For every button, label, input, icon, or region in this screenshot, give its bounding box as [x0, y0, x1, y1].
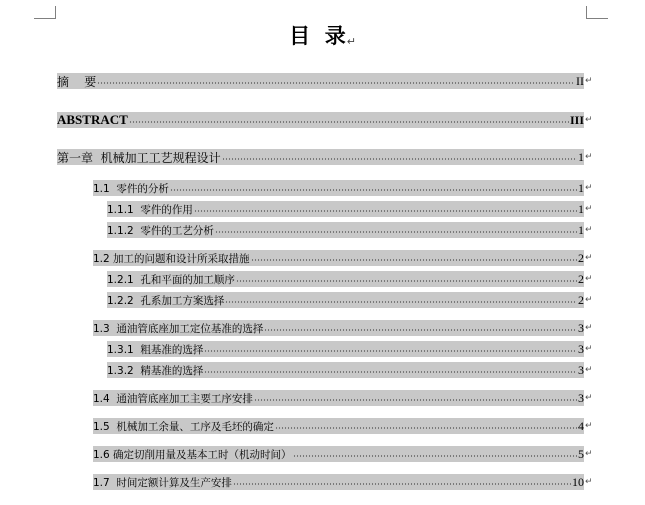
toc-entry-1-7[interactable] — [93, 474, 584, 490]
toc-leader — [222, 158, 577, 160]
paragraph-mark-icon: ↵ — [585, 323, 593, 333]
paragraph-mark-icon: ↵ — [585, 365, 593, 375]
crop-mark-top-right-v — [586, 6, 587, 19]
toc-leader — [225, 301, 577, 303]
toc-entry-1-2[interactable] — [93, 250, 584, 266]
paragraph-mark-icon: ↵ — [585, 344, 593, 354]
toc-page: 5 — [578, 446, 584, 461]
toc-page: 4 — [578, 418, 584, 433]
paragraph-mark-icon: ↵ — [585, 76, 593, 86]
toc-leader — [204, 371, 577, 373]
toc-entry-1-3[interactable] — [93, 320, 584, 336]
toc-leader — [170, 189, 577, 191]
toc-entry-1-1-2[interactable] — [107, 222, 584, 238]
toc-label: ABSTRACT — [57, 112, 128, 127]
toc-label: 第一章 机械加工工艺规程设计 — [57, 150, 221, 165]
toc-page: 1 — [578, 201, 584, 216]
crop-mark-top-left-h — [34, 18, 56, 19]
toc-leader — [129, 121, 569, 123]
toc-label: 1.3 通油管底座加工定位基准的选择 — [93, 322, 264, 335]
toc-leader — [204, 350, 577, 352]
toc-entry-chapter-1[interactable] — [57, 149, 584, 165]
toc-entry-1-6[interactable] — [93, 446, 584, 462]
paragraph-mark-icon: ↵ — [585, 204, 593, 214]
toc-page: II — [576, 73, 584, 88]
toc-entry-abstract-cn[interactable] — [57, 73, 584, 89]
toc-page: 3 — [578, 362, 584, 377]
toc-leader — [215, 231, 577, 233]
paragraph-mark-icon: ↵ — [585, 421, 593, 431]
toc-label: 1.2.1 孔和平面的加工顺序 — [107, 273, 235, 286]
toc-label: 1.3.2 精基准的选择 — [107, 364, 204, 377]
toc-leader — [97, 82, 575, 84]
paragraph-mark-icon: ↵ — [585, 393, 593, 403]
toc-entry-1-2-2[interactable] — [107, 292, 584, 308]
toc-label: 1.1 零件的分析 — [93, 182, 169, 195]
toc-leader — [194, 210, 577, 212]
toc-entry-1-5[interactable] — [93, 418, 584, 434]
toc-entry-1-1[interactable] — [93, 180, 584, 196]
toc-label: 1.1.1 零件的作用 — [107, 203, 193, 216]
toc-label: 1.5 机械加工余量、工序及毛坯的确定 — [93, 420, 274, 433]
crop-mark-top-right-h — [586, 18, 608, 19]
toc-label: 1.2 加工的问题和设计所采取措施 — [93, 252, 250, 265]
toc-page: 1 — [578, 149, 584, 164]
paragraph-mark-icon: ↵ — [585, 225, 593, 235]
page-title — [0, 20, 645, 50]
toc-label: 1.6 确定切削用量及基本工时（机动时间） — [93, 448, 292, 461]
paragraph-mark-icon: ↵ — [585, 477, 593, 487]
toc-page: III — [569, 112, 584, 127]
toc-entry-abstract-en[interactable] — [57, 112, 584, 128]
paragraph-mark-icon: ↵ — [585, 295, 593, 305]
page-title-text: 目 录 — [289, 24, 346, 48]
toc-page: 10 — [572, 474, 584, 489]
toc-entry-1-4[interactable] — [93, 390, 584, 406]
toc-label: 1.4 通油管底座加工主要工序安排 — [93, 392, 253, 405]
toc-leader — [236, 280, 577, 282]
paragraph-mark-icon: ↵ — [585, 115, 593, 125]
paragraph-mark-icon: ↵ — [346, 35, 356, 48]
toc-leader — [275, 427, 577, 429]
toc-entry-1-1-1[interactable] — [107, 201, 584, 217]
toc-page: 3 — [578, 320, 584, 335]
crop-mark-top-left-v — [55, 6, 56, 19]
toc-label: 1.2.2 孔系加工方案选择 — [107, 294, 225, 307]
toc-entry-1-3-2[interactable] — [107, 362, 584, 378]
toc-page: 3 — [578, 390, 584, 405]
toc-page: 2 — [578, 271, 584, 286]
toc-entry-1-2-1[interactable] — [107, 271, 584, 287]
toc-label: 1.1.2 零件的工艺分析 — [107, 224, 214, 237]
toc-page: 2 — [578, 292, 584, 307]
toc-leader — [251, 259, 577, 261]
toc-leader — [233, 483, 571, 485]
toc-leader — [264, 329, 577, 331]
toc-leader — [293, 455, 577, 457]
toc-entry-1-3-1[interactable] — [107, 341, 584, 357]
toc-page: 1 — [578, 180, 584, 195]
paragraph-mark-icon: ↵ — [585, 274, 593, 284]
paragraph-mark-icon: ↵ — [585, 183, 593, 193]
paragraph-mark-icon: ↵ — [585, 152, 593, 162]
paragraph-mark-icon: ↵ — [585, 449, 593, 459]
toc-page: 2 — [578, 250, 584, 265]
toc-leader — [254, 399, 577, 401]
toc-page: 3 — [578, 341, 584, 356]
toc-label: 1.7 时间定额计算及生产安排 — [93, 476, 232, 489]
toc-page: 1 — [578, 222, 584, 237]
paragraph-mark-icon: ↵ — [585, 253, 593, 263]
toc-label: 1.3.1 粗基准的选择 — [107, 343, 204, 356]
toc-label: 摘 要 — [57, 74, 97, 89]
